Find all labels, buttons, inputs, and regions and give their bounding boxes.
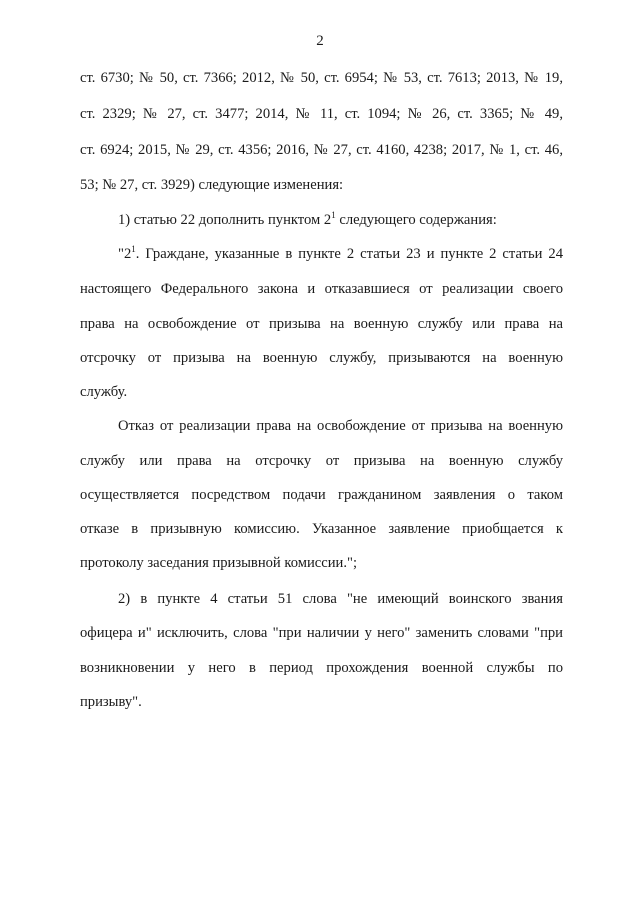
paragraph-1-line-3: права на освобождение от призыва на военную службу или права на xyxy=(80,316,563,332)
paragraph-2-line-1: Отказ от реализации права на освобождение от призыва на военную xyxy=(118,418,563,434)
item-2-line-2: офицера и" исключить, слова "при наличии у него" заменить словами "при xyxy=(80,625,563,641)
item-1-line xyxy=(118,210,563,230)
paragraph-1-line-1 xyxy=(118,244,563,264)
paragraph-1-line-5: службу. xyxy=(80,384,128,400)
intro-line-2: ст. 2329; № 27, ст. 3477; 2014, № 11, ст. 1094; № 26, ст. 3365; № 49, xyxy=(80,106,563,122)
paragraph-1-superscript: 1 xyxy=(131,244,136,254)
intro-line-3: ст. 6924; 2015, № 29, ст. 4356; 2016, № 27, ст. 4160, 4238; 2017, № 1, ст. 46, xyxy=(80,142,563,158)
paragraph-2-line-5: протоколу заседания призывной комиссии."; xyxy=(80,555,358,571)
page-number: 2 xyxy=(316,33,324,49)
paragraph-2-line-4: отказе в призывную комиссию. Указанное заявление приобщается к xyxy=(80,521,563,537)
item-2-line-1: 2) в пункте 4 статьи 51 слова "не имеющий воинского звания xyxy=(118,591,563,607)
item-2-line-4: призыву". xyxy=(80,694,142,710)
item-1-superscript: 1 xyxy=(331,210,336,220)
paragraph-1-line-1-text: . Граждане, указанные в пункте 2 статьи 23 и пункте 2 статьи 24 xyxy=(135,246,563,262)
paragraph-2-line-2: службу или права на отсрочку от призыва на военную службу xyxy=(80,453,563,469)
item-2-line-3: возникновении у него в период прохождения военной службы по xyxy=(80,660,563,676)
paragraph-1-line-4: отсрочку от призыва на военную службу, призываются на военную xyxy=(80,350,563,366)
paragraph-2-line-3: осуществляется посредством подачи гражданином заявления о таком xyxy=(80,487,563,503)
item-1-text-end: следующего содержания: xyxy=(335,212,497,228)
intro-line-1: ст. 6730; № 50, ст. 7366; 2012, № 50, ст. 6954; № 53, ст. 7613; 2013, № 19, xyxy=(80,70,563,86)
intro-line-4: 53; № 27, ст. 3929) следующие изменения: xyxy=(80,177,344,193)
paragraph-1-line-2: настоящего Федерального закона и отказавшиеся от реализации своего xyxy=(80,281,563,297)
item-1-text: 1) статью 22 дополнить пунктом 2 xyxy=(118,212,332,228)
paragraph-1-prefix: "2 xyxy=(118,246,132,262)
